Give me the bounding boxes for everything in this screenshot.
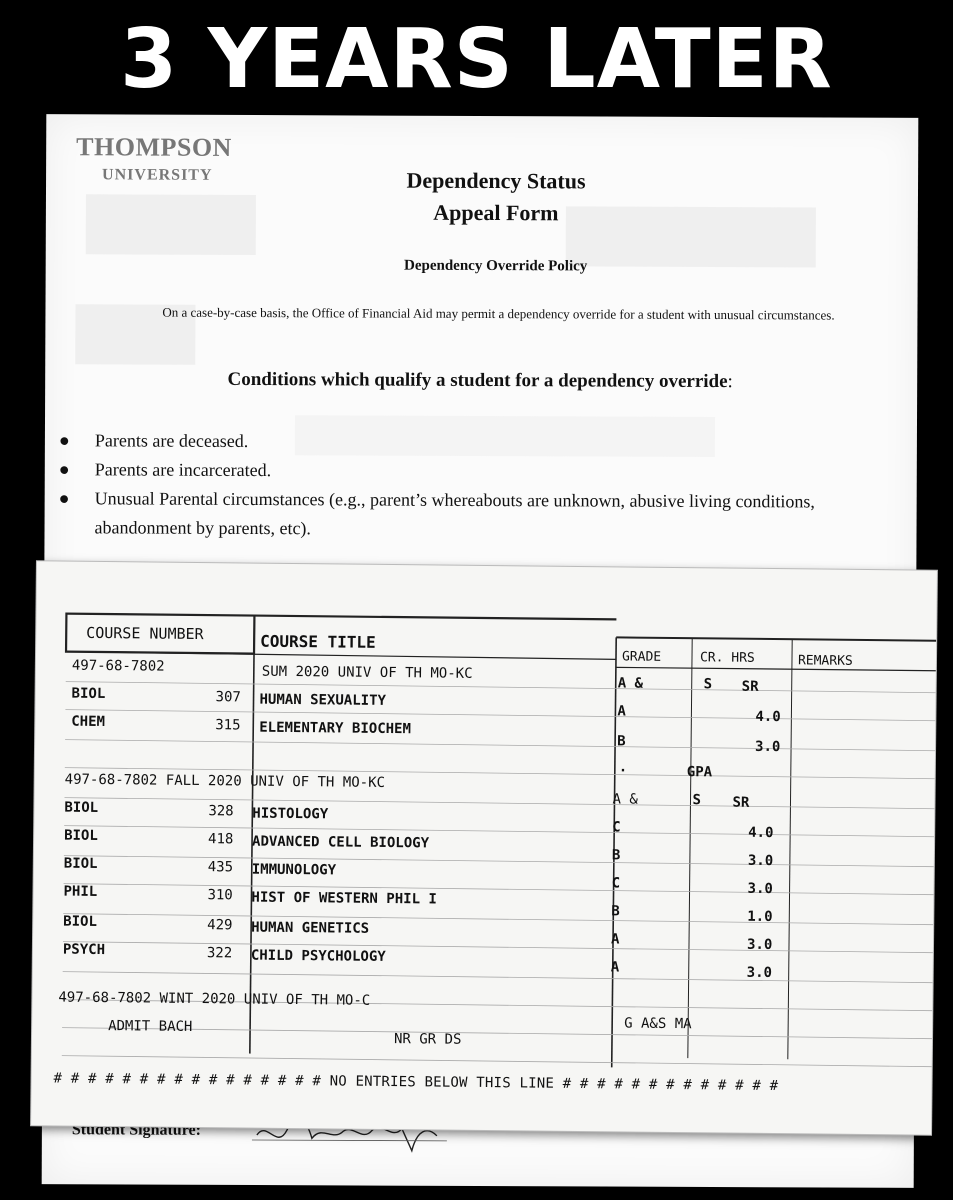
course-hrs: 4.0 (755, 708, 781, 726)
course-grade: A (610, 959, 620, 976)
header-grade: GRADE (621, 649, 662, 665)
policy-heading: Dependency Override Policy (403, 257, 588, 275)
bullet-icon: ● (58, 430, 70, 451)
course-grade: C (612, 819, 621, 836)
conditions-list (56, 426, 906, 546)
transcript-grid (31, 561, 937, 1134)
course-title: HUMAN GENETICS (251, 919, 370, 937)
course-title: IMMUNOLOGY (251, 861, 337, 879)
course-grade: A (610, 931, 620, 948)
course-num: 328 (208, 803, 234, 820)
bullet-icon: ● (58, 459, 70, 480)
signature-label: Student Signature: (71, 1121, 202, 1139)
course-num: 435 (207, 859, 234, 876)
bullet-icon: ● (58, 488, 70, 509)
course-grade: B (611, 847, 621, 864)
headline: 3 YEARS LATER (120, 12, 833, 107)
condition-item: ● Parents are incarcerated. (57, 455, 907, 488)
course-grade: C (611, 875, 621, 892)
condition-item: ● Unusual Parental circumstances (e.g., parent’s whereabouts are unknown, abusive living conditions, abandonment by parents, etc). (56, 484, 906, 546)
term-status: G A&S MA (624, 1015, 692, 1033)
course-dept: PHIL (63, 883, 98, 900)
university-logo-name: THOMPSON (76, 132, 232, 162)
term-status-s: S (692, 792, 702, 809)
course-title: HIST OF WESTERN PHIL I (251, 889, 437, 908)
course-num: 310 (207, 887, 233, 904)
course-dept: BIOL (64, 799, 99, 816)
course-grade: A (617, 703, 626, 720)
admit-status: ADMIT BACH (108, 1018, 193, 1035)
course-dept: PSYCH (62, 941, 106, 959)
course-hrs: 3.0 (746, 964, 773, 982)
condition-item: ● Parents are deceased. (57, 426, 907, 459)
term-header: 497-68-7802 WINT 2020 UNIV OF TH MO-C (58, 989, 371, 1009)
course-grade: B (611, 903, 620, 920)
course-dept: BIOL (64, 827, 98, 844)
course-hrs: 3.0 (747, 880, 773, 898)
end-of-entries-line: # # # # # # # # # # # # # # # # NO ENTRIES BELOW THIS LINE # # # # # # # # # # # # # (53, 1070, 779, 1095)
gpa-dot: . (618, 759, 628, 776)
course-dept: BIOL (63, 855, 98, 872)
course-dept: BIOL (63, 913, 98, 930)
course-num: 315 (215, 717, 241, 734)
header-course-number: COURSE NUMBER (86, 623, 204, 644)
form-title-line2: Appeal Form (433, 199, 559, 226)
course-title: ADVANCED CELL BIOLOGY (251, 833, 430, 852)
transcript-card (31, 561, 937, 1134)
header-course-title: COURSE TITLE (260, 631, 376, 652)
course-title: HUMAN SEXUALITY (259, 691, 387, 709)
term-status-grade: A & (617, 675, 644, 692)
course-num: 429 (207, 917, 233, 934)
course-hrs: 4.0 (748, 824, 774, 842)
term-status-grade: A & (612, 791, 638, 808)
university-logo-subtitle: UNIVERSITY (102, 166, 213, 184)
header-cr-hrs: CR. HRS (699, 650, 755, 666)
term-header-title: SUM 2020 UNIV OF TH MO-KC (261, 663, 473, 682)
course-hrs: 3.0 (754, 738, 781, 756)
course-num: 307 (215, 689, 241, 706)
form-title-line1: Dependency Status (406, 167, 586, 194)
term-status-sr: SR (732, 794, 750, 811)
course-grade: B (617, 733, 626, 750)
header-remarks: REMARKS (797, 653, 853, 669)
gpa-label: GPA (686, 764, 713, 781)
course-hrs: 3.0 (747, 852, 774, 870)
nr-gr-ds: NR GR DS (393, 1031, 462, 1048)
course-hrs: 3.0 (746, 936, 773, 954)
term-status-sr: SR (741, 678, 759, 695)
term-header: 497-68-7802 FALL 2020 UNIV OF TH MO-KC (64, 771, 386, 791)
course-title: ELEMENTARY BIOCHEM (259, 719, 412, 738)
term-header-id: 497-68-7802 (71, 657, 165, 675)
course-hrs: 1.0 (747, 908, 773, 926)
course-dept: CHEM (71, 713, 106, 731)
course-dept: BIOL (71, 685, 106, 703)
course-title: CHILD PSYCHOLOGY (250, 947, 386, 965)
course-title: HISTOLOGY (252, 805, 329, 823)
course-num: 418 (207, 831, 234, 848)
term-status-s: S (703, 676, 713, 693)
policy-intro: On a case-by-case basis, the Office of Financial Aid may permit a dependency override for a student with unusual circumstances. (162, 304, 835, 323)
conditions-heading: Conditions which qualify a student for a dependency override: (227, 368, 733, 393)
course-num: 322 (206, 945, 233, 962)
